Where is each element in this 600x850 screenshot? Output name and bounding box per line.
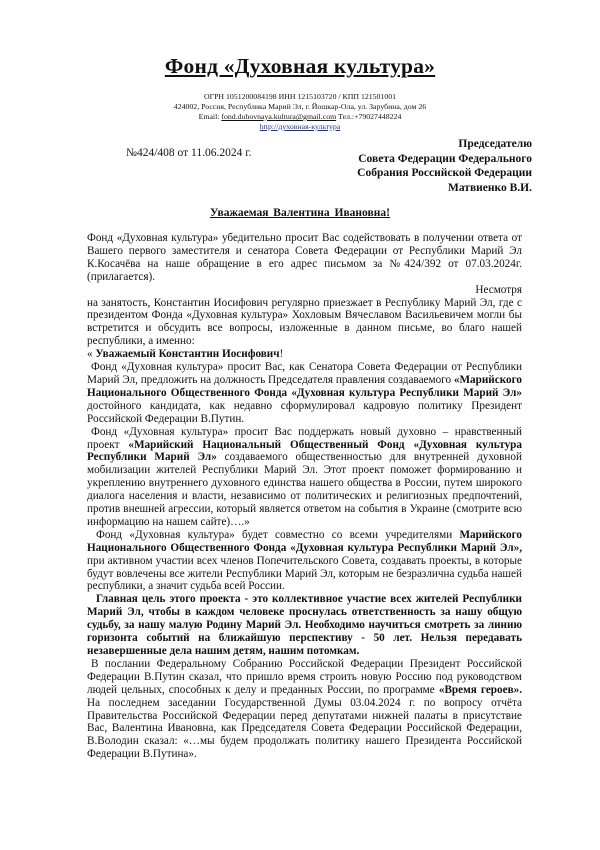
paragraph-request: Фонд «Духовная культура» убедительно просит Вас содействовать в получении ответа от Вашего первого заместителя и сенатора Совета Федерации от Республики Марий Эл К.Косачёва на наше обращение в его адрес письмом за №424/392 от 07.03.2024г.(прилагается). [87,232,522,283]
project-name-bold: «Марийский Национальный Общественный Фонд «Духовная культура Республики Марий Эл» [87,438,522,464]
postal-address: 424002, Россия, Республика Марий Эл, г. Йошкар-Ола, ул. Зарубина, дом 26 [173,102,427,111]
text: Фонд «Духовная культура» просит Вас поддержать новый духовно – нравственный проект [87,425,522,451]
letter-reference: №424/408 от 11.06.2024 г. [126,147,252,159]
fund-name-bold: Марийского Национального Общественного Фонда «Духовная культура Республики Марий Эл», [87,528,522,554]
email-label: Email: [198,112,222,121]
text: создаваемого общественностью для внутренней духовной мобилизации жителей Республики Марий Эл. Этот проект поможет формированию и укреплению внутреннего духовного единства нашего общества в России, путем широкого диалога населения и власти, независимо от политических и религиозных предпочтений, против внешней агрессии, который является ответом на события в Украине (смотрите всю информацию на нашем сайте)….» [87,451,522,528]
letter-body [87,232,522,761]
addressee-line: Совета Федерации Федерального [358,152,532,165]
salutation: Уважаемая Валентина Ивановна! [210,207,390,219]
text: при активном участии всех членов Попечительского Совета, создавать проекты, в которые будут вовлечены все жители Республики Марий Эл, которым не безразлична судьба нашей республики, а значит судьба всей России. [87,554,522,593]
paragraph-meeting: на занятость, Константин Иосифович регулярно приезжает в Республику Марий Эл, где с президентом Фонда «Духовная культура» Хохловым Вячеславом Васильевичем могли бы встретится и обсудить все вопросы, изложенные в данном письме, во благо нашей республики, а именно: [87,296,522,348]
paragraph-project [87,426,522,529]
fund-name-bold: «Марийского Национального Общественного Фонда «Духовная культура Республики Марий Эл» [87,373,522,399]
text: достойного кандидата, как недавно сформулировал кадровую политику Президент Российской Федерации В.Путин. [87,399,522,425]
paragraph-request-tail: Несмотря [475,283,522,296]
text: Фонд «Духовная культура» будет совместно со всеми учредителями [96,528,460,541]
quote-greeting [87,348,522,361]
website-line [0,122,600,132]
quote-exclamation: ! [279,348,284,361]
addressee-line: Председателю [458,138,532,150]
paragraph-main-goal: Главная цель этого проекта - это коллективное участие всех жителей Республики Марий Эл, чтобы в каждом человеке проснулась ответственность за нашу общую судьбу, за нашу малую Родину Марий Эл. Необходимо научиться смотреть за линию горизонта событий на ближайшую перспективу - 50 лет. Нельзя передавать незавершенные дела нашим детям, нашим потомкам. [87,593,522,657]
contact-line [0,112,600,122]
email-link[interactable]: fond.duhovnaya.kultura@gmail.com [221,112,337,121]
phone: Тел.:+79027448224 [336,112,402,121]
addressee-line: Матвиенко В.И. [448,181,532,194]
quote-addressee: Уважаемый Константин Иосифович [95,348,280,361]
website-link[interactable]: http://духовная-культура [259,122,341,131]
addressee-block [357,137,532,195]
program-name-bold: «Время героев». [438,683,523,696]
text: На последнем заседании Государственной Думы 03.04.2024 г. по вопросу отчёта Правительства Российской Федерации перед депутатами нижней палаты в присутствие Вас, Валентина Ивановна, как Председателя Совета Федерации Российской Федерации, В.Володин сказал: «…мы будем продолжать политику нашего Президента Российской Федерации В.Путина». [87,696,522,761]
text: Фонд «Духовная культура» просит Вас, как Сенатора Совета Федерации от Республики Марий Эл, предложить на должность Председателя правления создаваемого [87,361,522,386]
registration-numbers: ОГРН 1051200084198 ИНН 1215103720 / КПП 121501001 [203,92,397,101]
paragraph-nomination [87,361,522,426]
paragraph-founders [87,529,522,594]
paragraph-address [87,658,522,761]
addressee-line: Собрания Российской Федерации [357,167,532,179]
quote-open: « [87,348,96,361]
organization-title: Фонд «Духовная культура» [164,54,436,78]
text: В послании Федеральному Собранию Российской Федерации Президент Российской Федерации В.Путин сказал, что пришло время строить новую Россию под руководством людей цельных, способных к делу и преданных России, по программе [87,657,522,696]
